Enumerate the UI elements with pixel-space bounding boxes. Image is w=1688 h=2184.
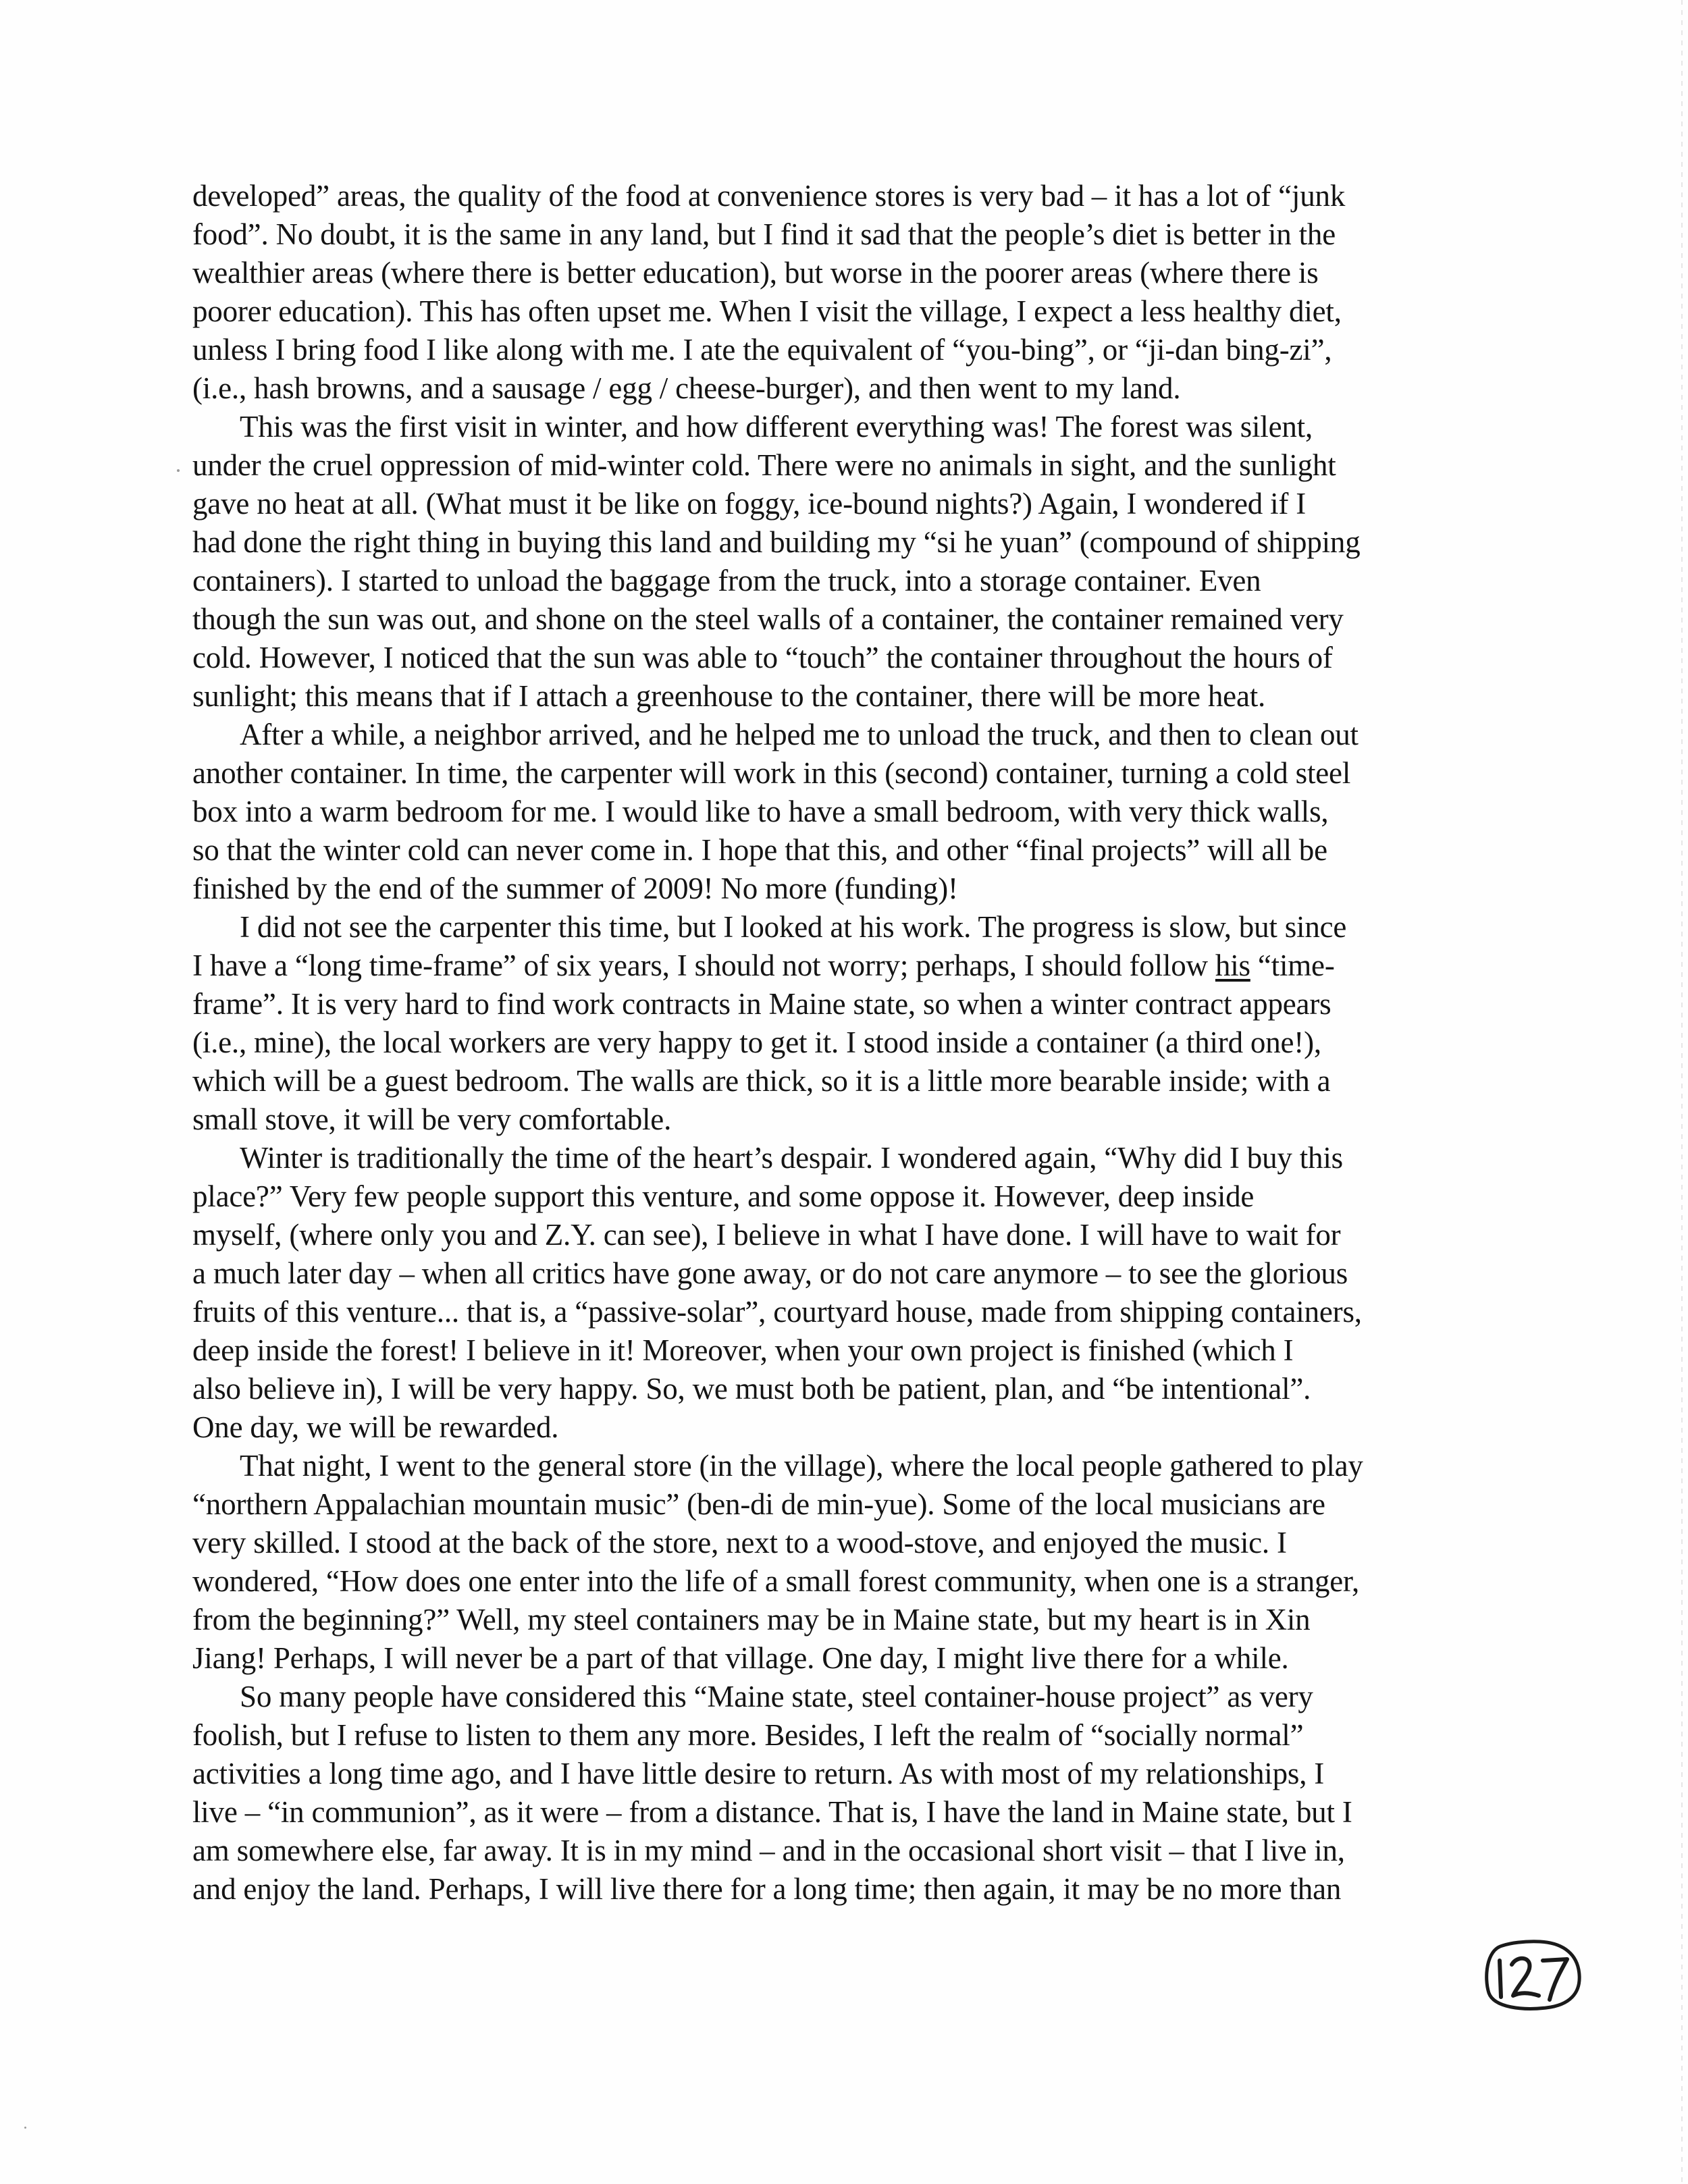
text-line: though the sun was out, and shone on the steel walls of a container, the container remained very (192, 602, 1344, 636)
paragraph (192, 177, 1492, 408)
text-line: finished by the end of the summer of 2009! No more (funding)! (192, 872, 958, 905)
text-line: So many people have considered this “Maine state, steel container-house project” as very (240, 1680, 1313, 1713)
paragraph (192, 408, 1492, 716)
text-line: live – “in communion”, as it were – from a distance. That is, I have the land in Maine state, but I (192, 1795, 1352, 1829)
text-line: also believe in), I will be very happy. So, we must both be patient, plan, and “be intentional”. (192, 1372, 1311, 1406)
scan-speck (24, 2127, 26, 2129)
paragraph (192, 716, 1492, 908)
text-line: from the beginning?” Well, my steel containers may be in Maine state, but my heart is in Xin (192, 1603, 1311, 1636)
body-text (192, 177, 1492, 1909)
text-line: sunlight; this means that if I attach a greenhouse to the container, there will be more heat. (192, 679, 1266, 713)
text-segment: I have a “long time-frame” of six years, I should not worry; perhaps, I should follow (192, 949, 1215, 982)
text-line: place?” Very few people support this venture, and some oppose it. However, deep inside (192, 1179, 1255, 1213)
text-line: very skilled. I stood at the back of the store, next to a wood-stove, and enjoyed the music. I (192, 1526, 1287, 1560)
text-line: frame”. It is very hard to find work contracts in Maine state, so when a winter contract appears (192, 987, 1331, 1021)
text-line: gave no heat at all. (What must it be like on foggy, ice-bound nights?) Again, I wondered if I (192, 487, 1307, 521)
text-line: myself, (where only you and Z.Y. can see), I believe in what I have done. I will have to wait for (192, 1218, 1341, 1252)
text-line: One day, we will be rewarded. (192, 1410, 559, 1444)
text-segment: “time- (1250, 949, 1335, 982)
text-line: which will be a guest bedroom. The walls are thick, so it is a little more bearable inside; with a (192, 1064, 1331, 1098)
text-line: under the cruel oppression of mid-winter cold. There were no animals in sight, and the sunlight (192, 448, 1336, 482)
text-line: This was the first visit in winter, and how different everything was! The forest was silent, (240, 410, 1313, 444)
text-line: Winter is traditionally the time of the heart’s despair. I wondered again, “Why did I buy this (240, 1141, 1343, 1175)
scan-edge-artifact (1681, 0, 1683, 2184)
text-line: developed” areas, the quality of the food at convenience stores is very bad – it has a lot of “junk (192, 179, 1346, 213)
text-line: am somewhere else, far away. It is in my mind – and in the occasional short visit – that I live in, (192, 1834, 1345, 1867)
text-line: foolish, but I refuse to listen to them any more. Besides, I left the realm of “socially normal” (192, 1718, 1304, 1752)
page-number-drawing (1482, 1938, 1583, 2013)
text-line: deep inside the forest! I believe in it! Moreover, when your own project is finished (which I (192, 1333, 1294, 1367)
text-line: That night, I went to the general store (in the village), where the local people gathered to play (240, 1449, 1363, 1483)
text-line: activities a long time ago, and I have little desire to return. As with most of my relationships, I (192, 1757, 1325, 1790)
text-line: fruits of this venture... that is, a “passive-solar”, courtyard house, made from shipping containers, (192, 1295, 1362, 1329)
text-line: unless I bring food I like along with me. I ate the equivalent of “you-bing”, or “ji-dan bing-zi”, (192, 333, 1332, 367)
text-line: had done the right thing in buying this land and building my “si he yuan” (compound of shipping (192, 525, 1361, 559)
text-line: Jiang! Perhaps, I will never be a part of that village. One day, I might live there for a while. (192, 1641, 1289, 1675)
text-line: After a while, a neighbor arrived, and he helped me to unload the truck, and then to clean out (240, 718, 1359, 751)
text-line: so that the winter cold can never come in. I hope that this, and other “final projects” will all be (192, 833, 1327, 867)
text-line: “northern Appalachian mountain music” (ben-di de min-yue). Some of the local musicians are (192, 1487, 1325, 1521)
text-line: (i.e., mine), the local workers are very happy to get it. I stood inside a container (a third one!), (192, 1026, 1321, 1059)
paragraph (192, 1678, 1492, 1909)
text-line: cold. However, I noticed that the sun was able to “touch” the container throughout the hours of (192, 641, 1333, 674)
text-line: small stove, it will be very comfortable. (192, 1102, 672, 1136)
text-line (192, 947, 1492, 985)
text-line: a much later day – when all critics have gone away, or do not care anymore – to see the glorious (192, 1256, 1348, 1290)
scan-speck (177, 469, 180, 472)
handwritten-page-number (1482, 1938, 1583, 2013)
text-line: I did not see the carpenter this time, but I looked at his work. The progress is slow, but since (240, 910, 1347, 944)
text-line: another container. In time, the carpenter will work in this (second) container, turning a cold steel (192, 756, 1351, 790)
text-line: containers). I started to unload the baggage from the truck, into a storage container. Even (192, 564, 1261, 597)
text-line: food”. No doubt, it is the same in any land, but I find it sad that the people’s diet is better in the (192, 217, 1336, 251)
text-line: (i.e., hash browns, and a sausage / egg / cheese-burger), and then went to my land. (192, 371, 1181, 405)
paragraph (192, 908, 1492, 1139)
text-line: wealthier areas (where there is better education), but worse in the poorer areas (where there is (192, 256, 1319, 290)
paragraph (192, 1139, 1492, 1447)
underlined-word: his (1215, 949, 1250, 982)
text-line: box into a warm bedroom for me. I would like to have a small bedroom, with very thick walls, (192, 795, 1329, 828)
text-line: poorer education). This has often upset me. When I visit the village, I expect a less healthy diet, (192, 294, 1342, 328)
text-line: and enjoy the land. Perhaps, I will live there for a long time; then again, it may be no more than (192, 1872, 1342, 1906)
paragraph (192, 1447, 1492, 1678)
text-line: wondered, “How does one enter into the life of a small forest community, when one is a stranger, (192, 1564, 1360, 1598)
